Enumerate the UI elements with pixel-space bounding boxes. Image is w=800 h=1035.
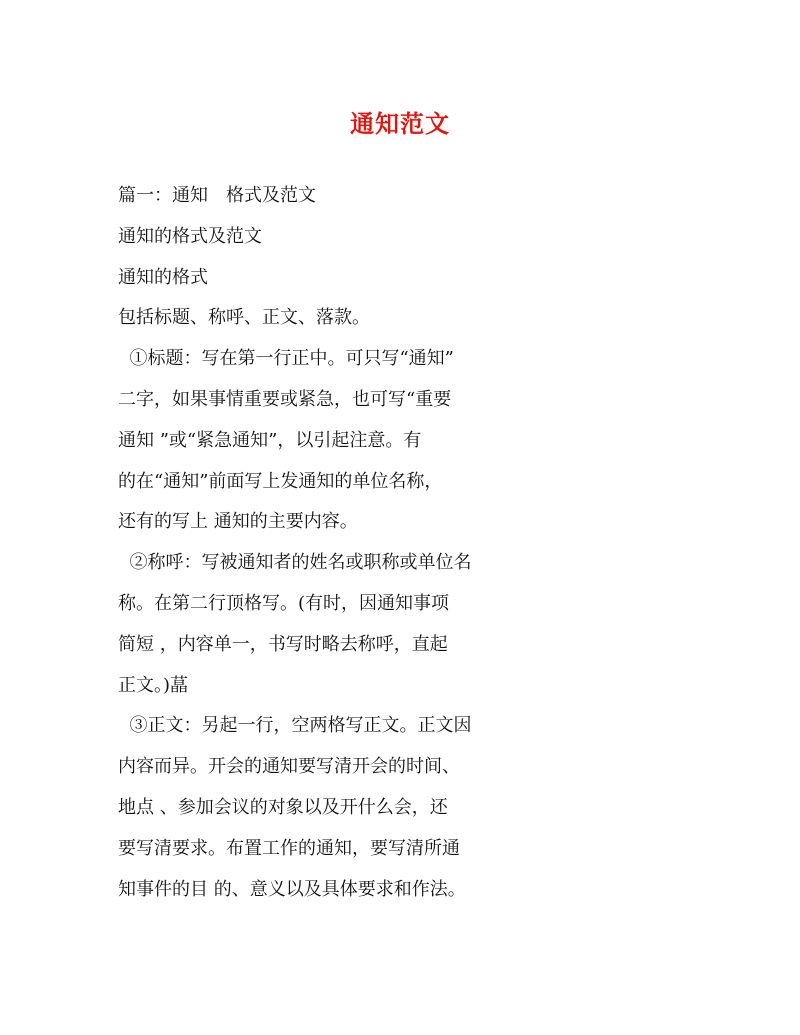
body-line: 通知的格式 [118, 266, 208, 288]
body-line: 简短 ，内容单一，书写时略去称呼，直起 [118, 633, 448, 655]
body-line: 知事件的目 的、意义以及具体要求和作法。 [118, 878, 466, 900]
body-line: 还有的写上 通知的主要内容。 [118, 511, 358, 533]
body-line: 的在“通知”前面写上发通知的单位名称， [118, 470, 443, 492]
body-line: 篇一：通知 格式及范文 [118, 185, 316, 206]
body-line: 地点 、参加会议的对象以及开什么会，还 [118, 796, 448, 818]
body-line: 包括标题、称呼、正文、落款。 [118, 307, 370, 329]
body-line: ①标题：写在第一行正中。可只写“通知” [118, 348, 454, 370]
body-line: ③正文：另起一行，空两格写正文。正文因 [118, 715, 472, 737]
body-line: ②称呼：写被通知者的姓名或职称或单位名 [118, 552, 472, 574]
body-line: 通知 ”或“紧急通知”，以引起注意。有 [118, 429, 422, 451]
body-line: 内容而异。开会的通知要写清开会的时间、 [118, 756, 460, 778]
body-line: 正文。)蕌 [118, 674, 189, 696]
body-line: 称。在第二行顶格写。(有时，因通知事项 [118, 592, 450, 614]
document-title: 通知范文 [350, 109, 450, 138]
body-line: 二字，如果事情重要或紧急，也可写“重要 [118, 388, 452, 410]
body-line: 通知的格式及范文 [118, 225, 262, 247]
document-body [118, 176, 498, 910]
body-line: 要写清要求。布置工作的通知，要写清所通 [118, 837, 460, 859]
